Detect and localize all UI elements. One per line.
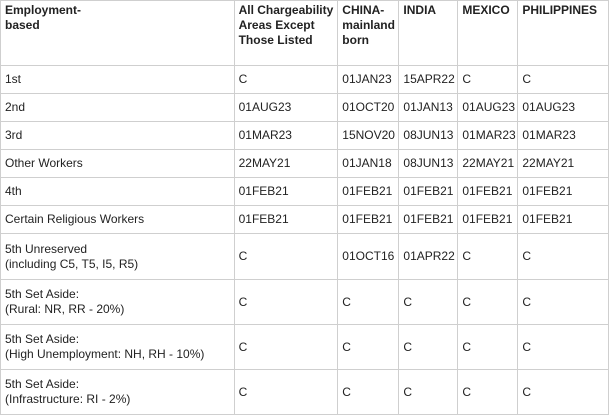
table-cell: C <box>458 66 518 94</box>
header-row <box>1 1 609 66</box>
table-cell: 01MAR23 <box>458 122 518 150</box>
table-row <box>1 178 609 206</box>
table-cell: 01JAN23 <box>338 66 399 94</box>
row-label: 5th Set Aside: (Infrastructure: RI - 2%) <box>1 370 235 415</box>
table-cell: C <box>458 370 518 415</box>
table-row <box>1 94 609 122</box>
table-row <box>1 370 609 415</box>
table-row <box>1 66 609 94</box>
table-cell: 01MAR23 <box>518 122 609 150</box>
table-cell: 01FEB21 <box>399 178 458 206</box>
table-cell: 01AUG23 <box>518 94 609 122</box>
table-cell: 22MAY21 <box>518 150 609 178</box>
header-employment-based: Employment- based <box>1 1 235 66</box>
table-row <box>1 280 609 325</box>
table-cell: C <box>518 325 609 370</box>
table-cell: 01FEB21 <box>518 178 609 206</box>
table-cell: C <box>399 370 458 415</box>
row-label: 2nd <box>1 94 235 122</box>
row-label: 1st <box>1 66 235 94</box>
row-label: 4th <box>1 178 235 206</box>
table-cell: 01OCT16 <box>338 234 399 280</box>
table-cell: 01MAR23 <box>234 122 338 150</box>
table-cell: C <box>518 66 609 94</box>
table-cell: C <box>338 280 399 325</box>
table-cell: 22MAY21 <box>458 150 518 178</box>
table-cell: C <box>234 325 338 370</box>
row-label: 5th Unreserved (including C5, T5, I5, R5) <box>1 234 235 280</box>
table-cell: 15NOV20 <box>338 122 399 150</box>
header-all-chargeability: All Chargeability Areas Except Those Listed <box>234 1 338 66</box>
table-row <box>1 325 609 370</box>
table-cell: C <box>234 66 338 94</box>
table-cell: 01FEB21 <box>338 206 399 234</box>
table-cell: C <box>399 325 458 370</box>
table-cell: 01APR22 <box>399 234 458 280</box>
table-cell: 01AUG23 <box>458 94 518 122</box>
table-cell: 01JAN13 <box>399 94 458 122</box>
table-cell: 08JUN13 <box>399 150 458 178</box>
table-cell: 08JUN13 <box>399 122 458 150</box>
table-cell: 01FEB21 <box>234 206 338 234</box>
table-cell: 01FEB21 <box>458 178 518 206</box>
table-row <box>1 206 609 234</box>
table-cell: C <box>518 280 609 325</box>
table-cell: 01JAN18 <box>338 150 399 178</box>
header-mexico: MEXICO <box>458 1 518 66</box>
table-cell: C <box>234 234 338 280</box>
table-row <box>1 122 609 150</box>
table-cell: 01FEB21 <box>399 206 458 234</box>
table-cell: 01FEB21 <box>338 178 399 206</box>
table-row <box>1 150 609 178</box>
row-label: 5th Set Aside: (High Unemployment: NH, RH - 10%) <box>1 325 235 370</box>
header-philippines: PHILIPPINES <box>518 1 609 66</box>
table-cell: 01FEB21 <box>458 206 518 234</box>
header-china: CHINA-mainland born <box>338 1 399 66</box>
header-india: INDIA <box>399 1 458 66</box>
table-cell: 01FEB21 <box>518 206 609 234</box>
row-label: Other Workers <box>1 150 235 178</box>
table-row <box>1 234 609 280</box>
table-cell: C <box>234 280 338 325</box>
table-cell: 01AUG23 <box>234 94 338 122</box>
table-cell: C <box>234 370 338 415</box>
table-cell: C <box>338 325 399 370</box>
table-cell: 15APR22 <box>399 66 458 94</box>
table-cell: 01FEB21 <box>234 178 338 206</box>
table-cell: C <box>338 370 399 415</box>
table-cell: C <box>399 280 458 325</box>
table-cell: 01OCT20 <box>338 94 399 122</box>
table-cell: C <box>458 234 518 280</box>
row-label: 3rd <box>1 122 235 150</box>
row-label: 5th Set Aside: (Rural: NR, RR - 20%) <box>1 280 235 325</box>
table-cell: 22MAY21 <box>234 150 338 178</box>
row-label: Certain Religious Workers <box>1 206 235 234</box>
table-cell: C <box>458 325 518 370</box>
table-cell: C <box>518 370 609 415</box>
table-cell: C <box>518 234 609 280</box>
table-cell: C <box>458 280 518 325</box>
